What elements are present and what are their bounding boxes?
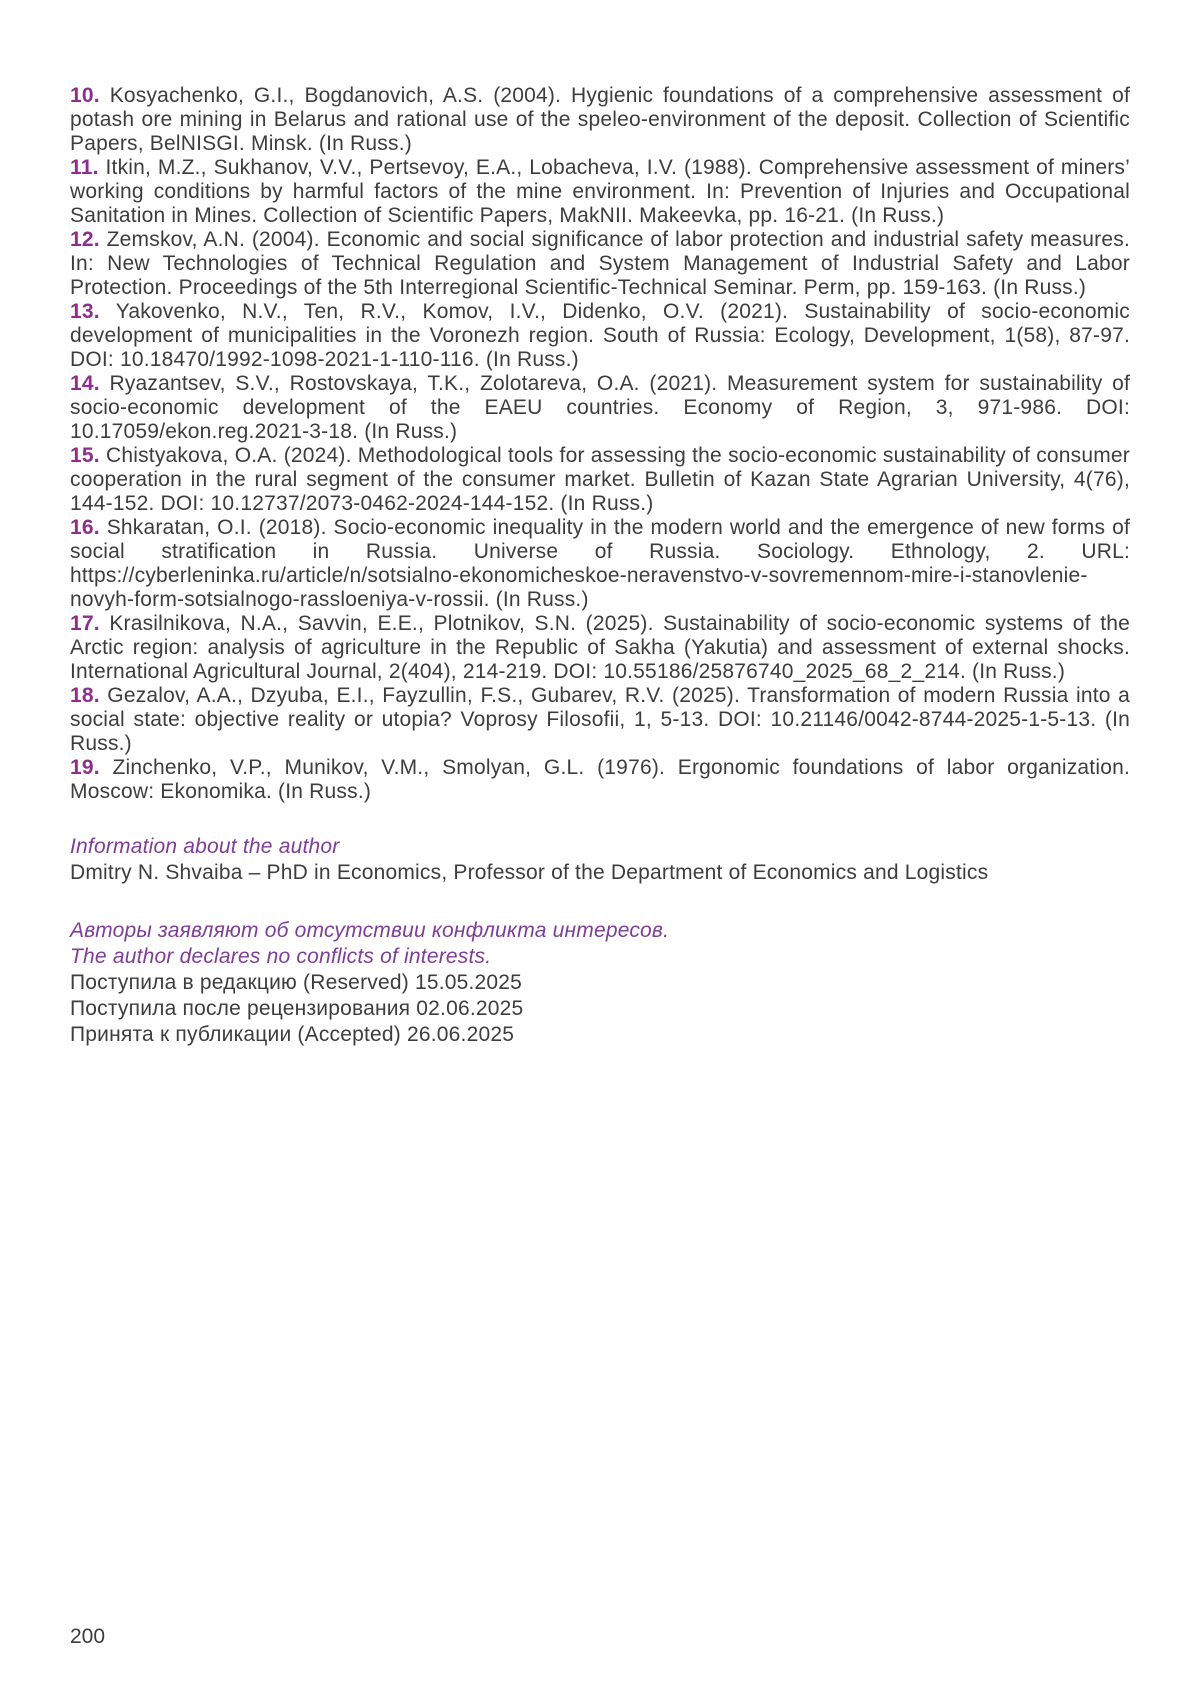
reference-item <box>70 372 1130 444</box>
reference-text: Kosyachenko, G.I., Bogdanovich, A.S. (2004). Hygienic foundations of a comprehensive assessment of potash ore mining in Belarus and rational use of the speleo-environment of the deposit. Collection of Scientific Papers, BelNISGI. Minsk. (In Russ.) <box>70 84 1130 155</box>
reference-number: 10. <box>70 84 100 107</box>
author-info-section <box>70 834 1130 886</box>
reference-item <box>70 444 1130 516</box>
reference-number: 12. <box>70 228 100 251</box>
reference-item <box>70 156 1130 228</box>
reference-number: 15. <box>70 444 100 467</box>
reference-text: Itkin, M.Z., Sukhanov, V.V., Pertsevoy, E.A., Lobacheva, I.V. (1988). Comprehensive assessment of miners’ working conditions by harmful factors of the mine environment. In: Prevention of Injuries and Occupational Sanitation in Mines. Collection of Scientific Papers, MakNII. Makeevka, pp. 16-21. (In Russ.) <box>70 156 1130 227</box>
reference-text: Krasilnikova, N.A., Savvin, E.E., Plotnikov, S.N. (2025). Sustainability of socio-economic systems of the Arctic region: analysis of agriculture in the Republic of Sakha (Yakutia) and assessment of external shocks. International Agricultural Journal, 2(404), 214-219. DOI: 10.55186/25876740_2025_68_2_214. (In Russ.) <box>70 612 1130 683</box>
page-number: 200 <box>70 1625 106 1648</box>
author-info-text: Dmitry N. Shvaiba – PhD in Economics, Professor of the Department of Economics and Logistics <box>70 861 989 884</box>
received-date-line: Поступила в редакцию (Reserved) 15.05.2025 <box>70 971 523 994</box>
reference-item <box>70 612 1130 684</box>
reference-number: 14. <box>70 372 100 395</box>
submission-info-section <box>70 918 1130 1048</box>
reference-number: 13. <box>70 300 100 323</box>
reference-text: Zemskov, A.N. (2004). Economic and social significance of labor protection and industrial safety measures. In: New Technologies of Technical Regulation and System Management of Industrial Safety and Labor Protection. Proceedings of the 5th Interregional Scientific-Technical Seminar. Perm, pp. 159-163. (In Russ.) <box>70 228 1130 299</box>
reference-item <box>70 684 1130 756</box>
reference-item <box>70 756 1130 804</box>
reference-number: 18. <box>70 684 100 707</box>
reference-item <box>70 84 1130 156</box>
reference-text: Zinchenko, V.P., Munikov, V.M., Smolyan, G.L. (1976). Ergonomic foundations of labor organization. Moscow: Ekonomika. (In Russ.) <box>70 756 1130 803</box>
reference-number: 17. <box>70 612 100 635</box>
reference-text: Yakovenko, N.V., Ten, R.V., Komov, I.V., Didenko, O.V. (2021). Sustainability of socio-economic development of municipalities in the Voronezh region. South of Russia: Ecology, Development, 1(58), 87-97. DOI: 10.18470/1992-1098-2021-1-110-116. (In Russ.) <box>70 300 1130 371</box>
reference-text: Chistyakova, O.A. (2024). Methodological tools for assessing the socio-economic sustainability of consumer cooperation in the rural segment of the consumer market. Bulletin of Kazan State Agrarian University, 4(76), 144-152. DOI: 10.12737/2073-0462-2024-144-152. (In Russ.) <box>70 444 1130 515</box>
conflict-statement-ru: Авторы заявляют об отсутствии конфликта интересов. <box>70 919 670 942</box>
reference-text: Gezalov, A.A., Dzyuba, E.I., Fayzullin, F.S., Gubarev, R.V. (2025). Transformation of modern Russia into a social state: objective reality or utopia? Voprosy Filosofii, 1, 5-13. DOI: 10.21146/0042-8744-2025-1-5-13. (In Russ.) <box>70 684 1130 755</box>
author-info-heading: Information about the author <box>70 835 340 858</box>
revised-date-line: Поступила после рецензирования 02.06.2025 <box>70 997 524 1020</box>
reference-number: 11. <box>70 156 99 179</box>
reference-item <box>70 228 1130 300</box>
conflict-statement-en: The author declares no conflicts of interests. <box>70 945 492 968</box>
accepted-date-line: Принята к публикации (Accepted) 26.06.2025 <box>70 1023 515 1046</box>
reference-number: 16. <box>70 516 100 539</box>
reference-item <box>70 516 1130 612</box>
reference-text: Ryazantsev, S.V., Rostovskaya, T.K., Zolotareva, O.A. (2021). Measurement system for sustainability of socio-economic development of the EAEU countries. Economy of Region, 3, 971-986. DOI: 10.17059/ekon.reg.2021-3-18. (In Russ.) <box>70 372 1130 443</box>
references-list <box>70 84 1130 804</box>
reference-text: Shkaratan, O.I. (2018). Socio-economic inequality in the modern world and the emergence of new forms of social stratification in Russia. Universe of Russia. Sociology. Ethnology, 2. URL: https://cyberleninka.ru/article/n/sotsialno-ekonomicheskoe-neravenstvo-v-sovremennom-mire-i-stanovlenie-novyh-form-sotsialnogo-rassloeniya-v-rossii. (In Russ.) <box>70 516 1131 611</box>
reference-number: 19. <box>70 756 100 779</box>
reference-item <box>70 300 1130 372</box>
